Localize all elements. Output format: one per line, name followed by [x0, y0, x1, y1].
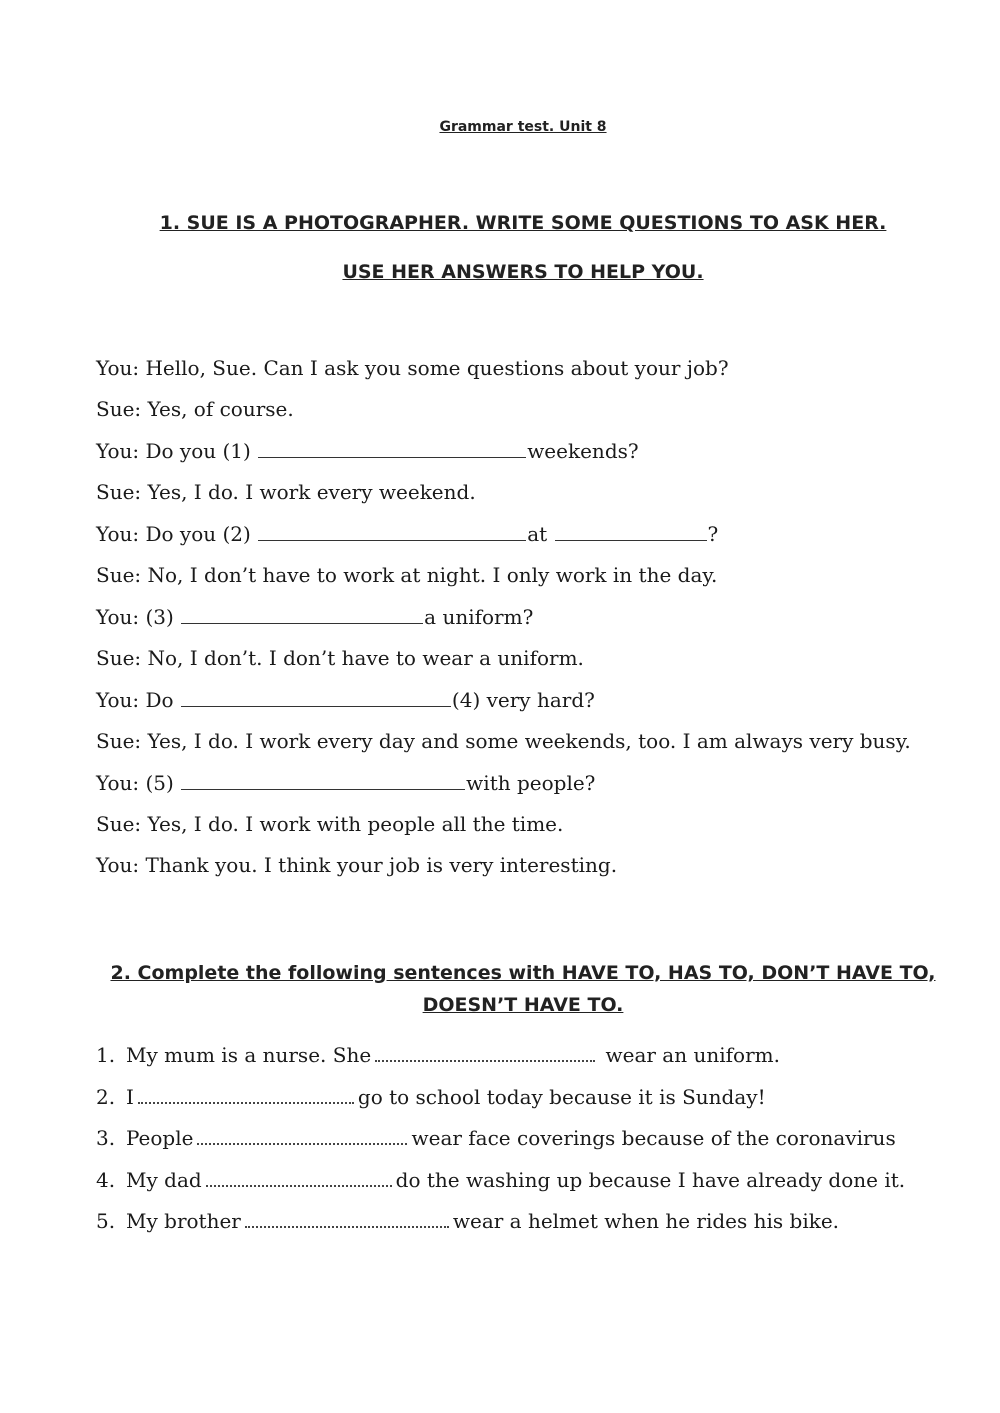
answer-blank-4[interactable]: [181, 688, 451, 707]
item-text: My dad: [126, 1168, 202, 1192]
section2-heading-line2: DOESN’T HAVE TO.: [422, 994, 624, 1016]
dialogue-line: Sue: Yes, I do. I work every day and some weekends, too. I am always very busy.: [96, 729, 911, 753]
line-text: You: (5): [96, 771, 181, 795]
item-number: 3.: [96, 1126, 116, 1150]
item-text: wear face coverings because of the coronavirus: [411, 1126, 896, 1150]
item-text: wear a helmet when he rides his bike.: [452, 1209, 840, 1233]
line-text: You: Do you (2): [96, 522, 258, 546]
dialogue-line: Sue: No, I don’t have to work at night. I only work in the day.: [96, 563, 718, 587]
line-text: You: Do: [96, 688, 180, 712]
answer-blank-3[interactable]: [181, 605, 423, 624]
list-item: [96, 1085, 766, 1109]
answer-blank-2[interactable]: [258, 522, 526, 541]
item-number: 5.: [96, 1209, 116, 1233]
list-item: [96, 1168, 905, 1192]
fill-blank-5[interactable]: [245, 1210, 449, 1228]
item-text: I: [126, 1085, 134, 1109]
dialogue-line: [96, 522, 718, 546]
item-text: go to school today because it is Sunday!: [357, 1085, 766, 1109]
item-text: People: [126, 1126, 194, 1150]
item-text: My mum is a nurse. She: [126, 1043, 372, 1067]
fill-blank-2[interactable]: [138, 1086, 354, 1104]
dialogue-line: [96, 439, 639, 463]
dialogue-line: [96, 688, 595, 712]
list-item: [96, 1043, 780, 1067]
dialogue-line: You: Hello, Sue. Can I ask you some questions about your job?: [96, 356, 729, 380]
line-text: with people?: [466, 771, 596, 795]
line-text: You: Do you (1): [96, 439, 258, 463]
dialogue-line: You: Thank you. I think your job is very interesting.: [96, 853, 618, 877]
item-text: My brother: [126, 1209, 241, 1233]
list-item: [96, 1126, 896, 1150]
line-text: a uniform?: [424, 605, 534, 629]
worksheet-title: Grammar test. Unit 8: [439, 119, 607, 135]
line-text: weekends?: [527, 439, 639, 463]
dialogue-line: Sue: No, I don’t. I don’t have to wear a uniform.: [96, 646, 584, 670]
dialogue-line: Sue: Yes, I do. I work every weekend.: [96, 480, 476, 504]
section1-heading-line2: USE HER ANSWERS TO HELP YOU.: [342, 261, 704, 283]
item-number: 1.: [96, 1043, 116, 1067]
answer-blank-2b[interactable]: [555, 522, 707, 541]
dialogue-line: [96, 605, 533, 629]
answer-blank-1[interactable]: [258, 439, 526, 458]
dialogue-line: Sue: Yes, I do. I work with people all the time.: [96, 812, 564, 836]
item-number: 4.: [96, 1168, 116, 1192]
line-text: (4) very hard?: [451, 688, 595, 712]
line-text: ?: [707, 522, 719, 546]
section2-heading-line1: 2. Complete the following sentences with HAVE TO, HAS TO, DON’T HAVE TO,: [110, 962, 936, 984]
fill-blank-1[interactable]: [375, 1044, 595, 1062]
line-text: You: (3): [96, 605, 181, 629]
fill-blank-4[interactable]: [206, 1169, 392, 1187]
dialogue-line: [96, 771, 595, 795]
section1-heading-line1: 1. SUE IS A PHOTOGRAPHER. WRITE SOME QUESTIONS TO ASK HER.: [159, 212, 887, 234]
dialogue-line: Sue: Yes, of course.: [96, 397, 294, 421]
list-item: [96, 1209, 839, 1233]
item-text: do the washing up because I have already done it.: [395, 1168, 906, 1192]
item-number: 2.: [96, 1085, 116, 1109]
fill-blank-3[interactable]: [197, 1127, 407, 1145]
line-text: at: [527, 522, 554, 546]
item-text: wear an uniform.: [599, 1043, 780, 1067]
answer-blank-5[interactable]: [181, 771, 465, 790]
